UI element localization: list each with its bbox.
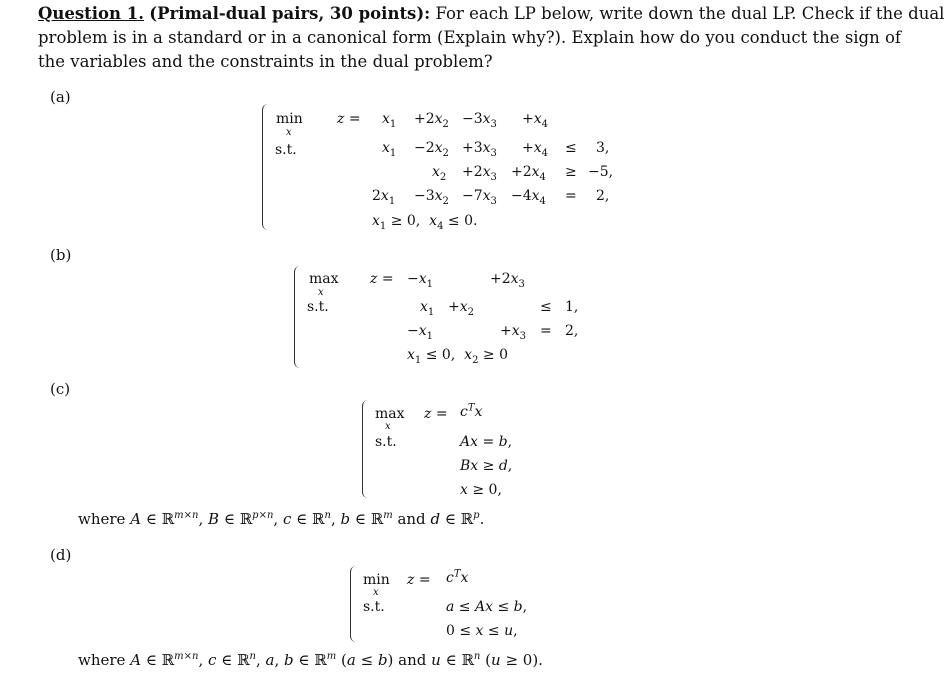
- part-b-signs: $x_1 \le 0$, $x_2 \ge 0$: [407, 347, 508, 366]
- part-b-st: s.t.: [307, 299, 329, 315]
- part-c-constraint: x ≥ 0,: [460, 482, 502, 498]
- part-a-z: z =: [337, 111, 361, 127]
- part-a-term: $-3x_2$: [414, 188, 449, 207]
- part-a-term: $+2x_3$: [462, 164, 497, 183]
- part-c-constraint: Bx ≥ d,: [460, 458, 513, 474]
- part-b-under-x: x: [318, 287, 324, 298]
- part-d-st: s.t.: [363, 599, 385, 615]
- part-a-rel: =: [565, 188, 577, 204]
- part-a-term: $+3x_3$: [462, 140, 497, 159]
- question-line3: the variables and the constraints in the dual problem?: [38, 52, 493, 71]
- part-b-label: (b): [50, 246, 72, 264]
- part-a-term: $+2x_2$: [414, 111, 449, 130]
- part-c-constraint: Ax = b,: [460, 434, 513, 450]
- part-d-constraint: 0 ≤ x ≤ u,: [446, 623, 518, 639]
- part-a-term: $+x_4$: [522, 111, 549, 130]
- part-c-st: s.t.: [375, 434, 397, 450]
- part-c-z: z =: [424, 406, 448, 422]
- part-a-rhs: 3,: [596, 140, 610, 156]
- part-a-rhs: −5,: [588, 164, 614, 180]
- part-d-brace: [350, 566, 359, 642]
- part-a-term: $x_2$: [432, 164, 447, 183]
- question-number: Question 1.: [38, 4, 145, 23]
- part-b-brace: [294, 266, 303, 368]
- part-b-term: $+x_3$: [500, 323, 527, 342]
- part-d-objective: min: [363, 572, 390, 588]
- part-b-rhs: 2,: [565, 323, 579, 339]
- part-a-rhs: 2,: [596, 188, 610, 204]
- part-a-term: $-7x_3$: [462, 188, 497, 207]
- part-c-where: where A ∈ ℝ$^{m\times n}$, B ∈ ℝ$^{p\times n}$, c ∈ ℝ$^n$, b ∈ ℝ$^m$ and d ∈ ℝ$^p$.: [78, 510, 485, 528]
- part-b-z: z =: [370, 271, 394, 287]
- part-c-objective: max: [375, 406, 405, 422]
- part-c-label: (c): [50, 380, 71, 398]
- part-b-term: $x_1$: [420, 299, 435, 318]
- part-b-term: $+2x_3$: [490, 271, 525, 290]
- part-a-term: $-4x_4$: [511, 188, 546, 207]
- part-b-rhs: 1,: [565, 299, 579, 315]
- part-b-term: $+x_2$: [448, 299, 475, 318]
- part-c-under-x: x: [385, 421, 391, 432]
- part-a-rel: ≤: [565, 140, 577, 156]
- part-c-brace: [362, 400, 371, 498]
- part-a-brace: [262, 104, 271, 230]
- part-b-rel: =: [540, 323, 552, 339]
- part-a-under-x: x: [286, 127, 292, 138]
- question-text: [38, 2, 944, 74]
- part-a-term: $-3x_3$: [462, 111, 497, 130]
- part-d-where: where A ∈ ℝ$^{m\times n}$, c ∈ ℝ$^n$, a, b ∈ ℝ$^m$ (a ≤ b) and u ∈ ℝ$^n$ (u ≥ 0).: [78, 651, 543, 669]
- part-a-term: $+2x_4$: [511, 164, 546, 183]
- part-a-st: s.t.: [275, 142, 297, 158]
- part-a-objective: min: [276, 111, 303, 127]
- part-a-term: $-2x_2$: [414, 140, 449, 159]
- part-d-constraint: a ≤ Ax ≤ b,: [446, 599, 528, 615]
- part-a-label: (a): [50, 88, 71, 106]
- part-b-objective: max: [309, 271, 339, 287]
- part-a-rel: ≥: [565, 164, 577, 180]
- part-a-obj-row: $x_1$: [382, 111, 397, 130]
- part-a-term: $+x_4$: [522, 140, 549, 159]
- part-c-objective-expr: $c^Tx$: [460, 402, 483, 420]
- part-b-term: $-x_1$: [407, 323, 434, 342]
- part-b-term: $-x_1$: [407, 271, 434, 290]
- part-a-term: $2x_1$: [372, 188, 396, 207]
- part-d-under-x: x: [373, 587, 379, 598]
- part-a-term: $x_1$: [382, 140, 397, 159]
- part-b-rel: ≤: [540, 299, 552, 315]
- question-line1: For each LP below, write down the dual LP. Check if the dual: [435, 4, 944, 23]
- part-d-z: z =: [407, 572, 431, 588]
- part-a-signs: $x_1 \ge 0$, $x_4 \le 0$.: [372, 213, 478, 232]
- question-line2: problem is in a standard or in a canonical form (Explain why?). Explain how do you conduct the sign of: [38, 28, 902, 47]
- part-d-objective-expr: $c^Tx$: [446, 568, 469, 586]
- question-title: (Primal-dual pairs, 30 points):: [149, 4, 431, 23]
- part-d-label: (d): [50, 546, 72, 564]
